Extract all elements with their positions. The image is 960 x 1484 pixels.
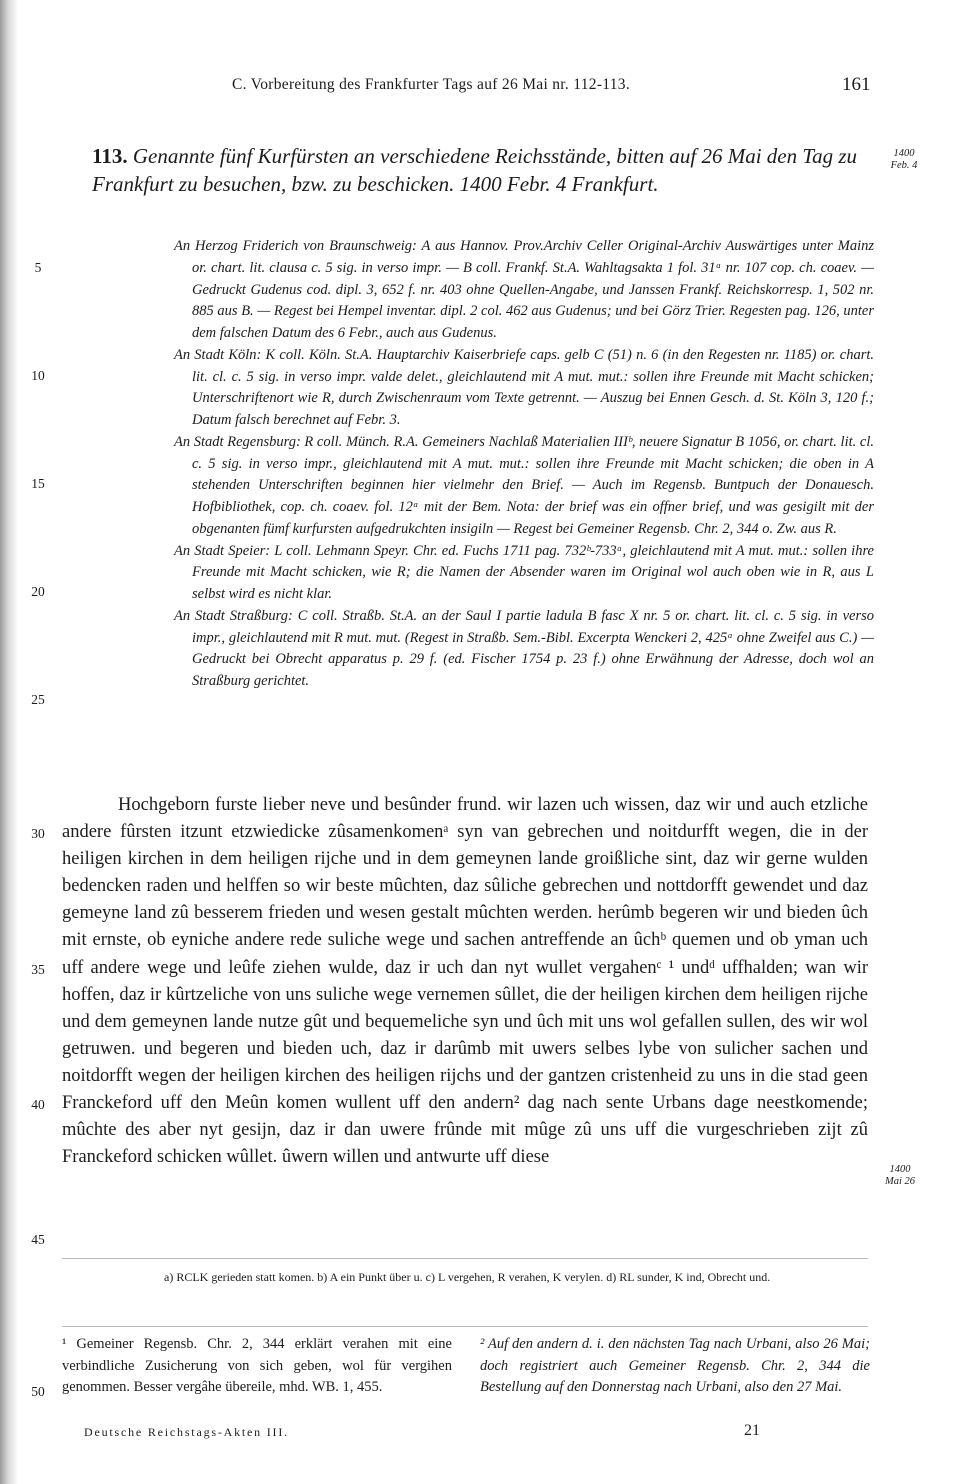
letter-text bbox=[62, 792, 868, 1171]
source-notes bbox=[174, 236, 874, 693]
page-edge-shadow bbox=[0, 0, 18, 1484]
line-number: 40 bbox=[31, 1097, 45, 1112]
variants-divider bbox=[62, 1258, 868, 1259]
margin-date-year: 1400 bbox=[893, 148, 915, 159]
margin-date bbox=[878, 148, 930, 172]
margin-date-day: Feb. 4 bbox=[890, 160, 918, 171]
footnote-right bbox=[480, 1334, 870, 1399]
source-note: An Stadt Straßburg: C coll. Straßb. St.A. an der Saul I partie ladula B fasc X nr. 5 or. chart. lit. cl. c. 5 sig. in verso impr., gleichlautend mit R mut. mut. (Regest in Straßb. Sem.-Bibl. Excerpta Wenckeri 2, 425ᵃ ohne Zweifel aus C.) — Gedruckt bei Obrecht apparatus p. 29 f. (ed. Fischer 1754 p. 23 f.) ohne Erwähnung der Adresse, doch wol an Straßburg gerichtet. bbox=[174, 607, 874, 689]
source-note: An Herzog Friderich von Braunschweig: A aus Hannov. Prov.Archiv Celler Original-Archiv Auswärtiges unter Mainz or. chart. lit. clausa c. 5 sig. in verso impr. — B coll. Frankf. St.A. Wahltagsakta 1 fol. 31ᵃ nr. 107 cop. ch. coaev. — Gedruckt Gudenus cod. dipl. 3, 652 f. nr. 403 ohne Quellen-Angabe, und Janssen Frankf. Reichskorresp. 1, 502 nr. 885 aus B. — Regest bei Hempel inventar. dipl. 2 col. 462 aus Gudenus; und bei Görz Trier. Regesten pag. 126, unter dem falschen Datum des 6 Febr., auch aus Gudenus. bbox=[174, 238, 874, 341]
margin-date-day: Mai 26 bbox=[884, 1176, 916, 1187]
line-number: 15 bbox=[31, 476, 45, 491]
letter-paragraph: Hochgeborn furste lieber neve und besûnder frund. wir lazen uch wissen, daz wir und auch etzliche andere fûrsten itzunt etzwiedicke zûsamenkomenᵃ syn van gebrechen und noitdurfft wegen, die in der heiligen kirchen in dem heiligen rijche und in dem gemeynen lande groißliche sint, daz wir gerne wulden bedencken raden und helffen so wir beste mûchten, daz sûliche gebrechen und nottdorfft gewendet und daz gemeyne land zû besserem frieden und wesen gestalt mûchten werden. herûmb begeren wir und bieden ûch mit ernste, ob eyniche andere rede suliche wege und sachen antreffende an ûchᵇ quemen und ob yman uch uff andere wege und leûfe ziehen wulde, daz ir uch dan nyt wullet vergahenᶜ ¹ undᵈ uffhalden; wan wir hoffen, daz ir kûrtzeliche von uns suliche wege vernemen sûllet, die der heiligen kirchen dem heiligen rijche und dem gemeynen lande nutze gût und bequemeliche syn und ûch mit uns wol gefallen sullen, des wir wol getruwen. und begeren und bieden uch, daz ir darûmb mit uwers selbes lybe von sulicher sachen und noitdorfft wegen der heiligen kirchen des heiligen rijchs und der gantzen cristenheid zu uns in die stad geen Franckeford uff den Meûn komen wullent uff den andern² dag nach sente Urbans dage neestkomende; mûchte des aber nyt gesijn, daz ir dan uwere frûnde mit mûge zû uns uff die vurgeschrieben zijt zû Franckeford schicken wûllet. ûwern willen und antwurte uff diese bbox=[62, 795, 868, 1168]
document-title-block bbox=[92, 142, 880, 198]
source-note: An Stadt Regensburg: R coll. Münch. R.A. Gemeiners Nachlaß Materialien IIIᵇ, neuere Signatur B 1056, or. chart. lit. cl. c. 5 sig. in verso impr., gleichlautend mit A mut. mut.: sollen ihre Freunde mit Macht schicken; die oben in A stehenden Unterschriften beginnen hier vielmehr den Brief. — Auch im Regensb. Buntpuch der Donauesch. Hofbibliothek, cop. ch. coaev. fol. 12ᵃ mit der Bem. Nota: der brief was ein offner brief, und was gesigilt mit der obgenanten fümf kurfursten aufgedrukchten insigiln — Regest bei Gemeiner Regensb. Chr. 2, 344 o. Zw. aus R. bbox=[174, 433, 874, 537]
variant-note: a) RCLK gerieden statt komen. b) A ein Punkt über u. c) L vergehen, R verahen, K verylen. d) RL sunder, K ind, Obrecht und. bbox=[164, 1270, 771, 1284]
printer-signature: Deutsche Reichstags-Akten III. bbox=[84, 1425, 289, 1439]
line-number: 20 bbox=[31, 584, 45, 599]
line-number: 5 bbox=[34, 260, 42, 275]
source-note: An Stadt Speier: L coll. Lehmann Speyr. Chr. ed. Fuchs 1711 pag. 732ᵇ-733ᵃ, gleichlautend mit A mut. mut.: sollen ihre Freunde mit Macht schicken, wie R; die Namen der Absender waren im Original wol auch oben wie in R, aus L selbst wird es nicht klar. bbox=[174, 542, 874, 602]
footnote-2: ² Auf den andern d. i. den nächsten Tag nach Urbani, also 26 Mai; doch registriert auch Gemeiner Regensb. Chr. 2, 344 die Bestellung auf den Donnerstag nach Urbani, also den 27 Mai. bbox=[480, 1336, 870, 1395]
line-number: 35 bbox=[31, 962, 45, 977]
line-number: 10 bbox=[31, 368, 45, 383]
document-title: Genannte fünf Kurfürsten an verschiedene Reichsstände, bitten auf 26 Mai den Tag zu Frankfurt zu besuchen, bzw. zu beschicken. 1400 Febr. 4 Frankfurt. bbox=[92, 144, 858, 196]
running-head: C. Vorbereitung des Frankfurter Tags auf 26 Mai nr. 112-113. bbox=[232, 76, 631, 93]
source-note: An Stadt Köln: K coll. Köln. St.A. Hauptarchiv Kaiserbriefe caps. gelb C (51) n. 6 (in den Regesten nr. 1185) or. chart. lit. cl. c. 5 sig. in verso impr. valde delet., gleichlautend mit A mut. mut.: sollen ihre Freunde mit Macht schicken; Unterschriftenort wie R, durch Zwischenraum vom Texte getrennt. — Auszug bei Ennen Gesch. d. St. Köln 3, 120 f.; Datum falsch berechnet auf Febr. 3. bbox=[174, 346, 874, 428]
line-number: 45 bbox=[31, 1232, 45, 1247]
line-number: 25 bbox=[31, 692, 45, 707]
document-number: 113. bbox=[92, 144, 128, 168]
margin-date-year: 1400 bbox=[889, 1164, 911, 1175]
line-number: 50 bbox=[31, 1384, 45, 1399]
footnotes-divider bbox=[62, 1326, 868, 1327]
variant-notes bbox=[152, 1268, 872, 1286]
footnote-left bbox=[62, 1334, 452, 1399]
signature-number: 21 bbox=[744, 1422, 760, 1439]
margin-date-main bbox=[874, 1164, 926, 1188]
page-number: 161 bbox=[842, 74, 871, 95]
line-number: 30 bbox=[31, 826, 45, 841]
footnote-1: ¹ Gemeiner Regensb. Chr. 2, 344 erklärt verahen mit eine verbindliche Zusicherung von sich geben, wol für vergihen genommen. Besser vergâhe übereile, mhd. WB. 1, 455. bbox=[62, 1336, 452, 1395]
